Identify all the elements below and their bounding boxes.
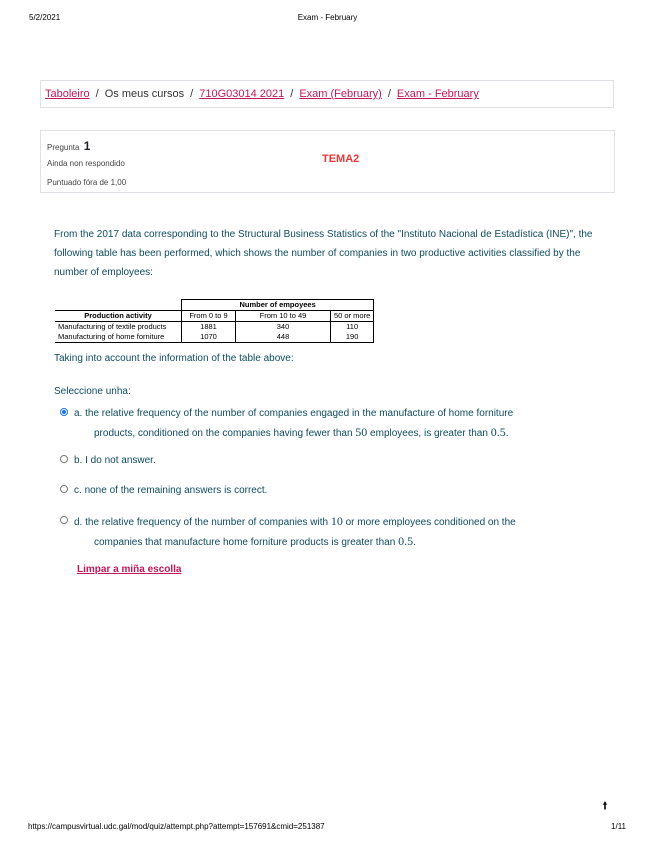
table-group-header: Number of empoyees <box>182 300 374 311</box>
breadcrumb-separator: / <box>387 88 391 100</box>
answer-number: 50 <box>355 425 368 439</box>
question-prompt: Taking into account the information of the table above: <box>54 353 294 364</box>
table-header-col: 50 or more <box>331 311 374 322</box>
companies-table <box>55 299 374 343</box>
question-number <box>47 139 90 153</box>
print-title: Exam - February <box>297 13 358 22</box>
breadcrumb-link-quiz[interactable]: Exam - February <box>396 88 479 100</box>
back-to-top-button[interactable] <box>592 794 618 818</box>
answer-letter: d. <box>74 517 83 528</box>
radio-icon[interactable] <box>60 516 68 524</box>
table-cell-empty <box>55 300 182 311</box>
question-label: Pregunta <box>47 143 80 152</box>
answer-option-d[interactable] <box>60 512 580 552</box>
arrow-up-icon: 🠙 <box>602 799 608 812</box>
question-info-panel <box>40 130 615 193</box>
question-text: From the 2017 data corresponding to the Structural Business Statistics of the "Instituto Nacional de Estadística (INE)", the following table has been performed, which shows the number of companies in two productive activities classified by the number of employees: <box>54 229 593 278</box>
table-cell: 340 <box>236 322 331 333</box>
table-cell: 1070 <box>182 332 236 343</box>
answer-option-b[interactable] <box>60 451 580 470</box>
answer-letter: b. <box>74 455 83 466</box>
answer-number: 0.5 <box>398 534 414 548</box>
table-cell: 448 <box>236 332 331 343</box>
question-state: Ainda non respondido <box>47 159 125 168</box>
radio-selected-icon[interactable] <box>60 408 68 416</box>
answer-number: 10 <box>330 514 343 528</box>
answer-letter: c. <box>74 485 82 496</box>
table-row <box>55 332 374 343</box>
answer-letter: a. <box>74 408 83 419</box>
breadcrumb-separator: / <box>290 88 294 100</box>
answer-text: products, conditioned on the companies having fewer than <box>94 428 356 439</box>
breadcrumb-link-course[interactable]: 710G03014 2021 <box>199 88 285 100</box>
answer-text: . <box>505 428 509 439</box>
table-header-col: From 10 to 49 <box>236 311 331 322</box>
breadcrumb <box>40 80 614 108</box>
table-cell-spacer <box>374 332 375 343</box>
print-url: https://campusvirtual.udc.gal/mod/quiz/attempt.php?attempt=157691&cmid=251387 <box>28 822 325 831</box>
breadcrumb-separator: / <box>190 88 194 100</box>
table-cell: 1881 <box>182 322 236 333</box>
answer-number: 0.5 <box>490 425 506 439</box>
radio-icon[interactable] <box>60 455 68 463</box>
table-cell-activity: Manufacturing of home forniture <box>55 332 182 343</box>
clear-choice-link[interactable]: Limpar a miña escolla <box>77 564 182 575</box>
question-marks: Puntuado fóra de 1,00 <box>47 178 127 187</box>
answer-text: employees, is greater than <box>367 428 491 439</box>
select-one-label: Seleccione unha: <box>54 386 131 397</box>
question-number-value: 1 <box>83 139 91 153</box>
print-date: 5/2/2021 <box>29 13 61 22</box>
answer-text: . <box>413 537 416 548</box>
table-header-col: From 0 to 9 <box>182 311 236 322</box>
radio-icon[interactable] <box>60 485 68 493</box>
breadcrumb-link-dashboard[interactable]: Taboleiro <box>45 88 90 100</box>
answer-option-a[interactable] <box>60 404 580 443</box>
print-page-number: 1/11 <box>611 822 626 831</box>
breadcrumb-separator: / <box>95 88 99 100</box>
table-row <box>55 322 374 333</box>
answer-text: I do not answer. <box>85 455 156 466</box>
answer-text: the relative frequency of the number of companies with <box>85 517 331 528</box>
answer-text: companies that manufacture home forniture products is greater than <box>94 537 399 548</box>
answer-text: or more employees conditioned on the <box>342 517 516 528</box>
table-header-activity: Production activity <box>55 311 182 322</box>
answer-option-c[interactable] <box>60 481 580 500</box>
table-cell-spacer <box>374 311 375 322</box>
question-heading: TEMA2 <box>322 153 360 165</box>
answer-text: none of the remaining answers is correct. <box>84 485 268 496</box>
table-cell: 190 <box>331 332 374 343</box>
breadcrumb-link-section[interactable]: Exam (February) <box>299 88 382 100</box>
table-group-header-row <box>55 300 374 311</box>
table-cell-spacer <box>374 322 375 333</box>
table-cell-spacer <box>374 300 375 311</box>
breadcrumb-my-courses: Os meus cursos <box>104 88 185 100</box>
table-cell-activity: Manufacturing of textile products <box>55 322 182 333</box>
answer-text-line1: the relative frequency of the number of companies engaged in the manufacture of home forniture <box>85 408 514 419</box>
table-cell: 110 <box>331 322 374 333</box>
table-header-row <box>55 311 374 322</box>
